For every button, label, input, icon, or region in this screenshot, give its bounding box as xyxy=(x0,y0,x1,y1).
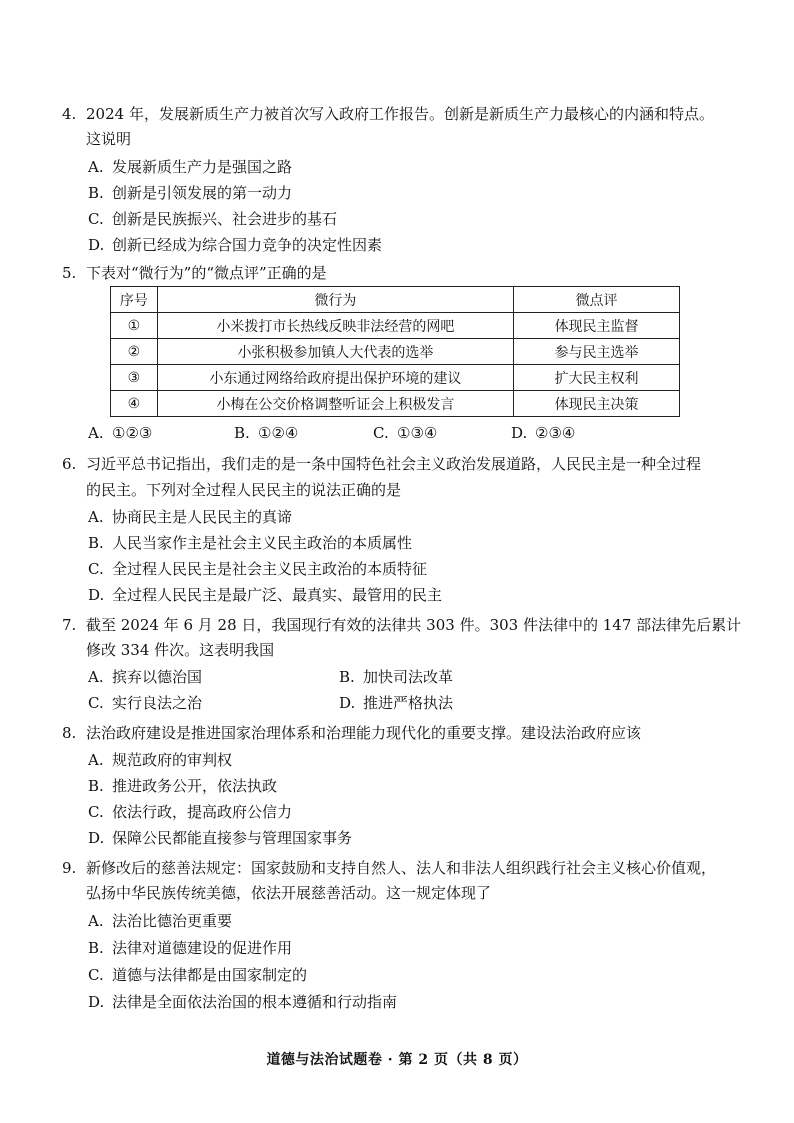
option-c: C. 全过程人民民主是社会主义民主政治的本质特征 xyxy=(88,560,428,578)
question-number: 9. xyxy=(62,859,77,877)
table-cell: 小东通过网络给政府提出保护环境的建议 xyxy=(157,365,513,391)
table-cell: 体现民主监督 xyxy=(514,313,680,339)
question-stem: 修改 334 件次。这表明我国 xyxy=(86,641,275,659)
table-header-cell: 微点评 xyxy=(514,287,680,313)
table-cell: ④ xyxy=(111,391,158,417)
table-row xyxy=(111,391,680,417)
question-stem: 习近平总书记指出，我们走的是一条中国特色社会主义政治发展道路，人民民主是一种全过程 xyxy=(86,455,702,473)
option-c: C. 实行良法之治 xyxy=(88,694,203,712)
table-header-cell: 序号 xyxy=(111,287,158,313)
option-b: B. 创新是引领发展的第一动力 xyxy=(88,184,293,202)
question-stem: 的民主。下列对全过程人民民主的说法正确的是 xyxy=(86,481,402,499)
table-header-row xyxy=(111,287,680,313)
table-cell: ③ xyxy=(111,365,158,391)
option-a: A. ①②③ xyxy=(88,424,153,442)
option-d: D. 保障公民都能直接参与管理国家事务 xyxy=(88,829,353,847)
table-cell: 体现民主决策 xyxy=(514,391,680,417)
question-stem: 法治政府建设是推进国家治理体系和治理能力现代化的重要支撑。建设法治政府应该 xyxy=(86,724,642,742)
table-header-cell: 微行为 xyxy=(157,287,513,313)
option-d: D. 法律是全面依法治国的根本遵循和行动指南 xyxy=(88,993,398,1011)
option-b: B. 加快司法改革 xyxy=(339,668,454,686)
option-c: C. 依法行政，提高政府公信力 xyxy=(88,803,293,821)
table-cell: 小梅在公交价格调整听证会上积极发言 xyxy=(157,391,513,417)
option-a: A. 发展新质生产力是强国之路 xyxy=(88,158,293,176)
question-stem: 弘扬中华民族传统美德，依法开展慈善活动。这一规定体现了 xyxy=(86,884,492,902)
option-a: A. 摈弃以德治国 xyxy=(88,668,203,686)
option-c: C. ①③④ xyxy=(373,424,438,442)
table-cell: 小米拨打市长热线反映非法经营的网吧 xyxy=(157,313,513,339)
option-c: C. 道德与法律都是由国家制定的 xyxy=(88,966,308,984)
question-stem: 新修改后的慈善法规定：国家鼓励和支持自然人、法人和非法人组织践行社会主义核心价值观， xyxy=(86,859,717,877)
question-number: 7. xyxy=(62,616,77,634)
table-row xyxy=(111,365,680,391)
option-d: D. ②③④ xyxy=(511,424,576,442)
option-b: B. ①②④ xyxy=(234,424,299,442)
question-number: 6. xyxy=(62,455,77,473)
question-stem: 2024 年，发展新质生产力被首次写入政府工作报告。创新是新质生产力最核心的内涵和特点。 xyxy=(86,105,714,123)
option-a: A. 协商民主是人民民主的真谛 xyxy=(88,508,293,526)
page-footer: 道德与法治试题卷 · 第 2 页（共 8 页） xyxy=(266,1052,528,1068)
option-c: C. 创新是民族振兴、社会进步的基石 xyxy=(88,210,338,228)
table-cell: ① xyxy=(111,313,158,339)
option-b: B. 法律对道德建设的促进作用 xyxy=(88,939,293,957)
table-cell: 扩大民主权利 xyxy=(514,365,680,391)
question-stem: 这说明 xyxy=(86,130,132,148)
table-cell: 参与民主选举 xyxy=(514,339,680,365)
option-a: A. 法治比德治更重要 xyxy=(88,912,233,930)
option-a: A. 规范政府的审判权 xyxy=(88,751,233,769)
question-number: 4. xyxy=(62,105,77,123)
option-d: D. 推进严格执法 xyxy=(339,694,454,712)
table-row xyxy=(111,339,680,365)
option-b: B. 人民当家作主是社会主义民主政治的本质属性 xyxy=(88,534,413,552)
question-number: 5. xyxy=(62,264,77,282)
option-b: B. 推进政务公开，依法执政 xyxy=(88,777,278,795)
option-d: D. 创新已经成为综合国力竞争的决定性因素 xyxy=(88,236,383,254)
question-stem: 下表对“微行为”的“微点评”正确的是 xyxy=(86,264,327,282)
question-stem: 截至 2024 年 6 月 28 日，我国现行有效的法律共 303 件。303 件法律中的 147 部法律先后累计 xyxy=(86,616,742,634)
micro-behavior-table xyxy=(110,286,680,417)
table-cell: ② xyxy=(111,339,158,365)
option-d: D. 全过程人民民主是最广泛、最真实、最管用的民主 xyxy=(88,586,443,604)
table-row xyxy=(111,313,680,339)
question-number: 8. xyxy=(62,724,77,742)
table-cell: 小张积极参加镇人大代表的选举 xyxy=(157,339,513,365)
